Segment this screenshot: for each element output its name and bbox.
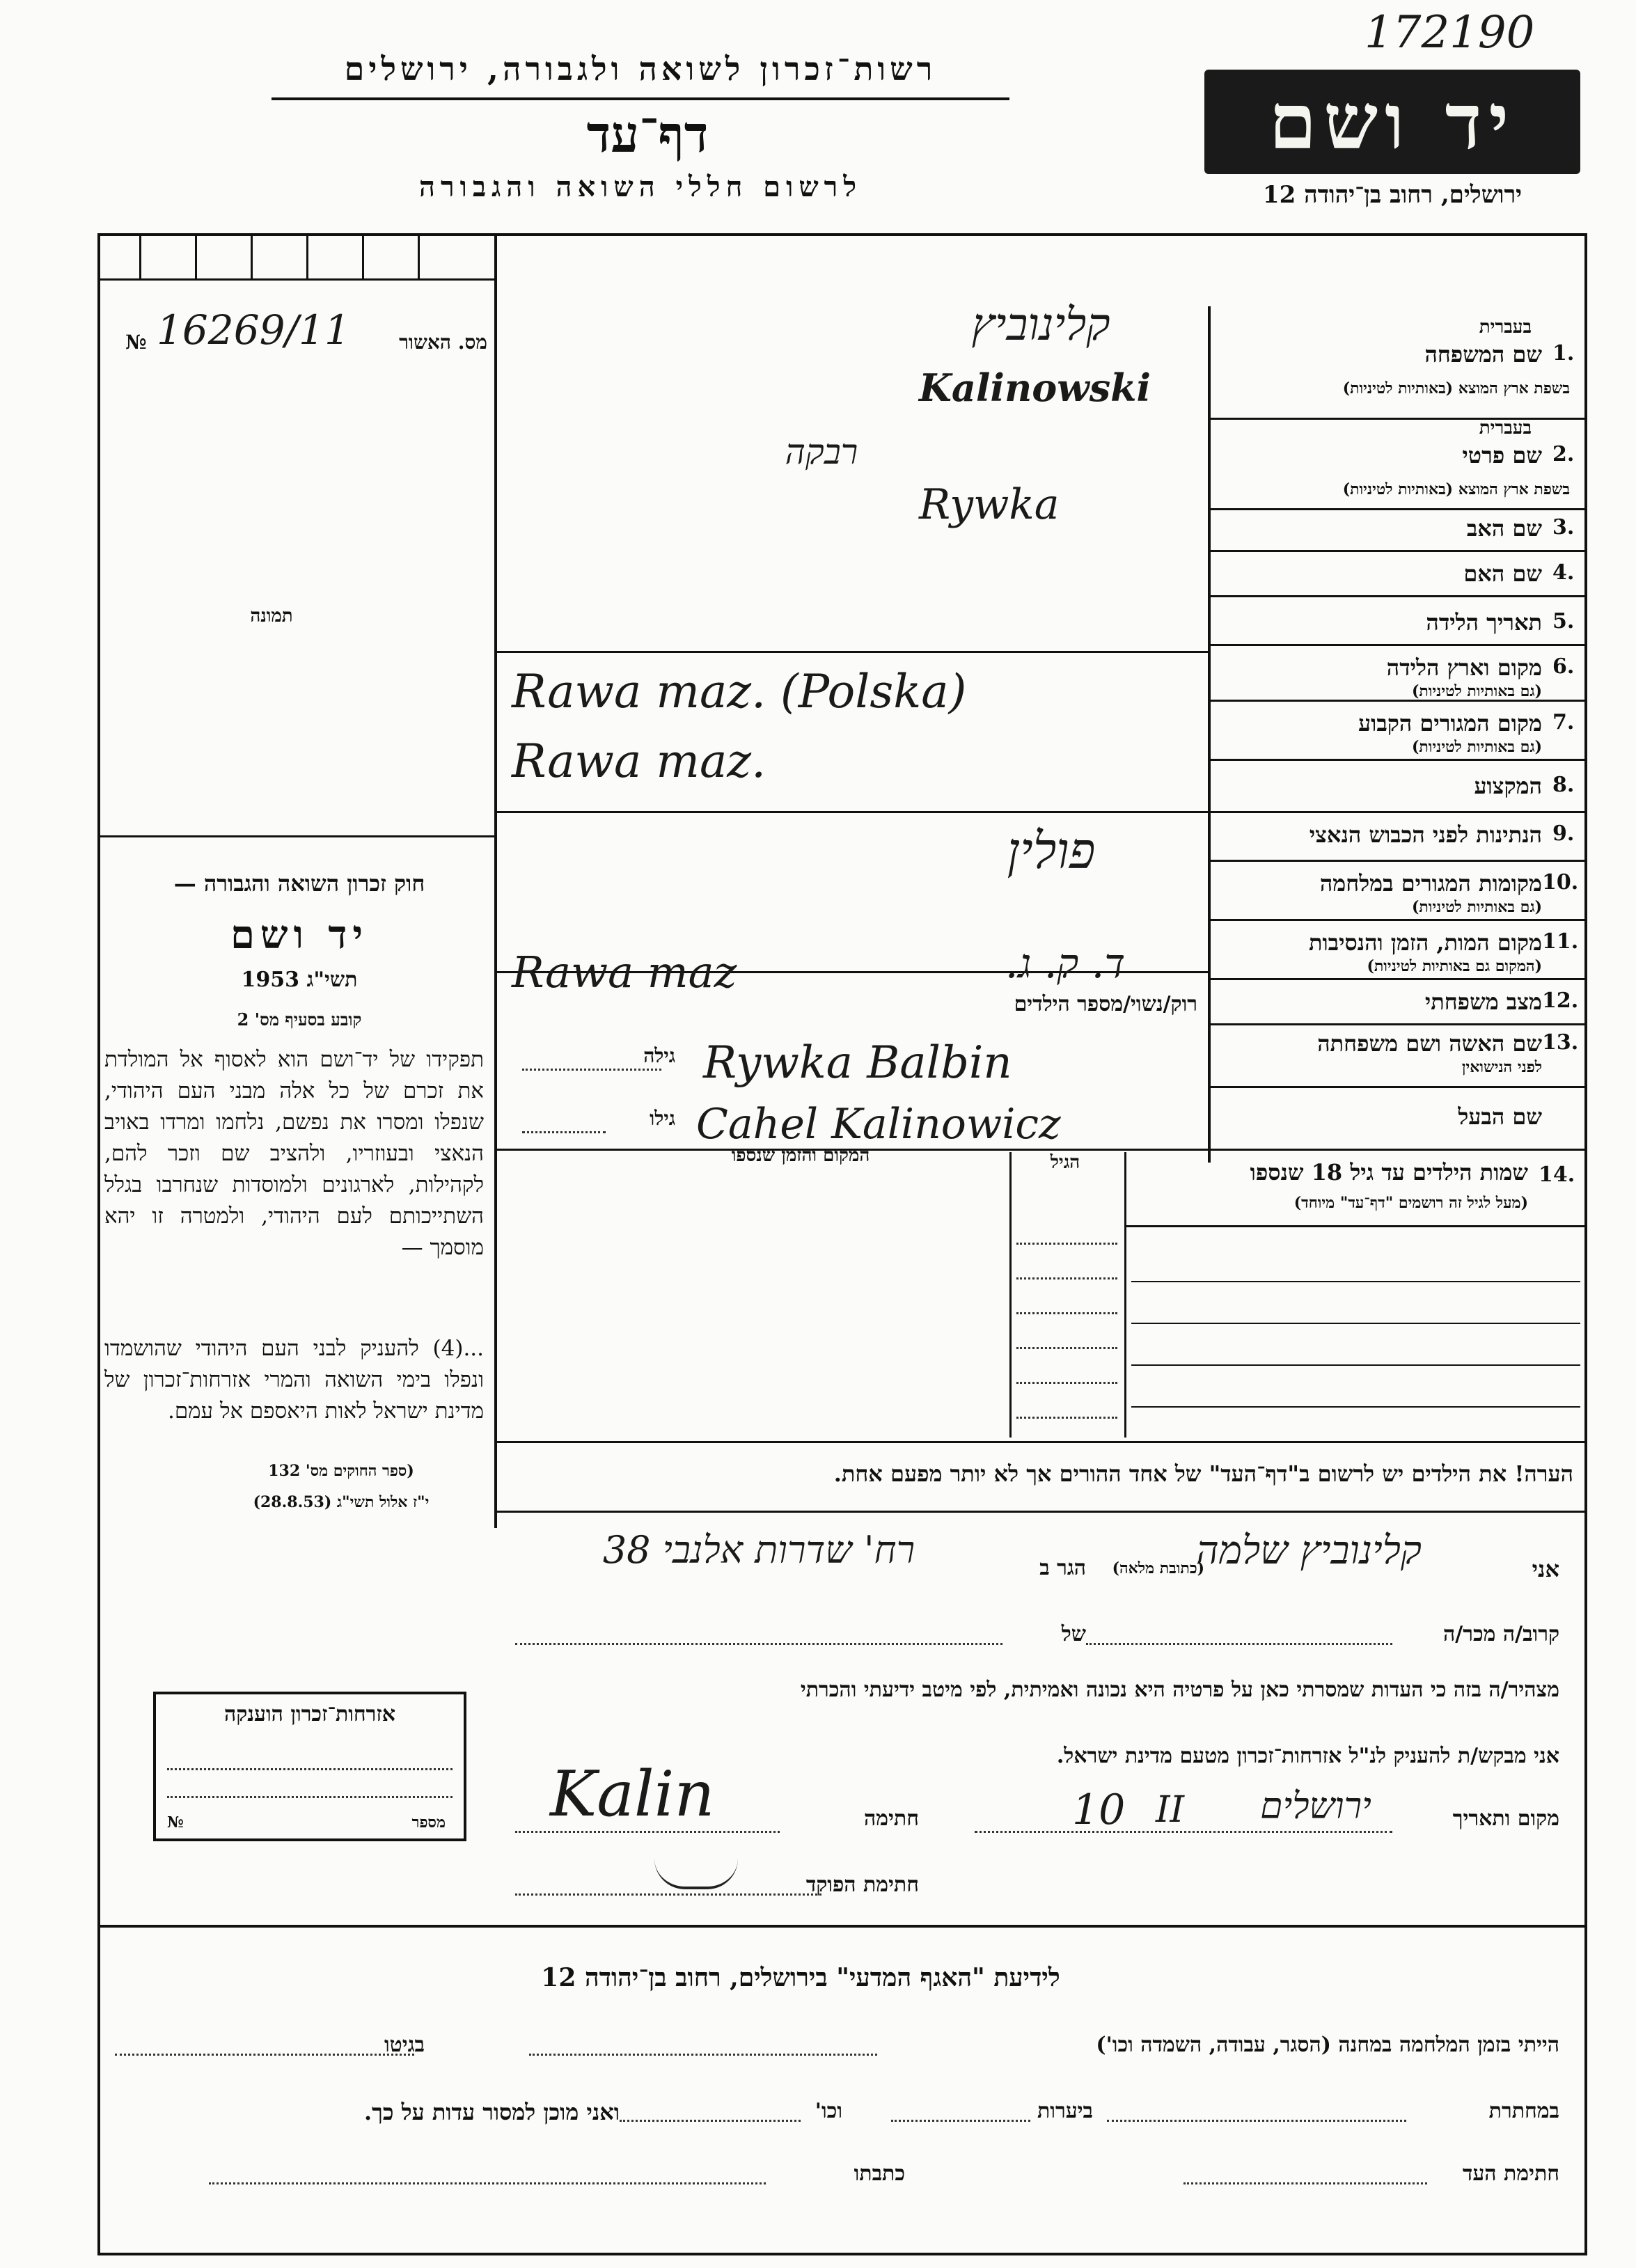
bottom-ghetto: בגיטו — [384, 2033, 425, 2057]
field-heb-2: בעברית — [1479, 418, 1532, 439]
children-note: הערה! את הילדים יש לרשום ב"דף־העד" של אחד ההורים אך לא יותר מפעם אחת. — [833, 1460, 1573, 1487]
hw-first-heb: רבקה — [785, 432, 858, 472]
field-num-5: 5. — [1552, 609, 1575, 633]
decl-full-address: (כתובת מלאה) — [1112, 1559, 1204, 1577]
law-ref: (ספר החוקים מס' 132 — [268, 1462, 414, 1480]
decl-signature-label: חתימה — [864, 1806, 919, 1831]
law-section: קובע בסעיף מס' 2 — [237, 1009, 362, 1030]
age-f-label: גילה — [643, 1044, 675, 1067]
field-label-13: שם האשה ושם משפחתה — [1317, 1030, 1542, 1057]
decl-of: של — [1061, 1622, 1086, 1646]
children-place-col: המקום והזמן שנספו — [731, 1145, 870, 1166]
field-heb-1: בעברית — [1479, 317, 1532, 338]
bottom-ready: ואני מוכן למסור עדות על כך. — [363, 2099, 620, 2125]
field-num-6: 6. — [1552, 654, 1575, 679]
hw-birthplace: Rawa maz. (Polska) — [512, 665, 967, 718]
hw-place-date: ירושלים — [1260, 1786, 1371, 1827]
field-label-husband: שם הבעל — [1458, 1103, 1542, 1130]
decl-statement: מצהיר/ה בזה כי העדות שמסרתי כאן על פרטיה היא נכונה ואמיתית, לפי מיטב ידיעתי והכרתי — [800, 1678, 1559, 1702]
hw-husband: Cahel Kalinowicz — [696, 1100, 1061, 1149]
bottom-line1: הייתי בזמן המלחמה במחנה (הסגר, עבודה, השמדה וכו') — [1096, 2033, 1559, 2057]
decl-resident: הגר ב — [1039, 1556, 1086, 1580]
memorial-no: № — [167, 1813, 184, 1832]
decl-relative: קרוב/ה מכר/ה — [1443, 1622, 1559, 1646]
field-num-4: 4. — [1552, 560, 1575, 585]
field-label-2: שם פרטי — [1462, 442, 1542, 468]
bottom-hiding: במחתרת — [1488, 2099, 1559, 2123]
field-num-2: 2. — [1552, 442, 1575, 466]
authority-title: רשות־זכרון לשואה ולגבורה, ירושלים — [344, 50, 937, 88]
bottom-etc: וכו' — [815, 2099, 842, 2123]
children-sub: (מעל לגיל זה רושמים "דף־עד" מיוחד) — [1293, 1194, 1528, 1212]
law-date: י"ז אלול תשי"ג (28.8.53) — [253, 1493, 430, 1511]
field-sub-7: (גם באותיות לטיניות) — [1411, 738, 1542, 756]
field-num-13: 13. — [1542, 1030, 1579, 1055]
field-num-11: 11. — [1542, 929, 1579, 954]
field-num-9: 9. — [1552, 821, 1575, 846]
children-num: 14. — [1539, 1163, 1575, 1187]
field-num-8: 8. — [1552, 773, 1575, 797]
hw-surname-lat: Kalinowski — [919, 365, 1151, 410]
field-num-7: 7. — [1552, 710, 1575, 734]
hw-day: 10 — [1072, 1786, 1126, 1834]
hw-death-heb: ד. ק. ג. — [1005, 940, 1126, 987]
approval-label: מס. האשור — [399, 331, 487, 354]
decl-request: אני מבקש/ת להעניק לנ"ל אזרחות־זכרון מטעם מדינת ישראל. — [1056, 1744, 1559, 1768]
bottom-title: לידיעת "האגף המדעי" בירושלים, רחוב בן־יהודה 12 — [541, 1963, 1060, 1992]
field-num-3: 3. — [1552, 515, 1575, 540]
field-sub-11: (המקום גם באותיות לטיניות) — [1367, 957, 1542, 975]
field-label-9: הנתינות לפני הכבוש הנאצי — [1309, 821, 1542, 848]
family-status-text: רוק/נשוי/מספר הילדים — [1014, 992, 1197, 1016]
approval-value: 16269/11 — [157, 306, 350, 354]
hw-address: רח' שדרות אלנבי 38 — [602, 1528, 915, 1572]
field-label-7: מקום המגורים הקבוע — [1358, 710, 1542, 737]
bottom-forests: ביערות — [1037, 2099, 1093, 2123]
field-sub-1: בשפת ארץ המוצא (באותיות לטיניות) — [1342, 379, 1570, 397]
field-label-1: שם המשפחה — [1424, 341, 1542, 368]
law-clause: ...(4) להעניק לבני העם היהודי שהושמדו ונפלו בימי השואה והמרי אזרחות־זכרון של מדינת ישראל לאות היאספם אל עמם. — [104, 1336, 484, 1424]
memorial-title: אזרחות־זכרון הוענקה — [223, 1702, 396, 1726]
approval-no: № — [125, 331, 147, 354]
bottom-address: כתבתו — [854, 2161, 905, 2186]
law-name: יד ושם — [230, 912, 369, 958]
hw-wife: Rywka Balbin — [703, 1037, 1012, 1089]
hw-first-lat: Rywka — [919, 480, 1060, 529]
hw-death-place: Rawa maz — [512, 947, 737, 998]
hw-declarant: קלינוביץ שלמה — [1196, 1528, 1422, 1573]
hw-surname-heb: קלינוביץ — [971, 299, 1110, 351]
law-paragraph: תפקידו של יד־ושם הוא לאסוף אל המולדת את זכרם של כל אלה מבני העם היהודי, שנפלו ומסרו את נפשם, נלחמו ומרדו באויב הנאצי ובעוזריו, ולהציב שם וזכר להם, לקהילות, לארגונים ולמוסדות שנחרבו בגלל השתייכותם לעם היהודי, ולמטרה זו יהא מוסמך — — [104, 1047, 484, 1260]
field-label-12: מצב משפחתי — [1424, 989, 1542, 1015]
decl-official-label: חתימת הפוקד — [805, 1873, 919, 1897]
field-label-8: המקצוע — [1474, 773, 1542, 799]
law-year: תשי"ג 1953 — [241, 968, 358, 992]
field-label-6: מקום וארץ הלידה — [1386, 654, 1542, 681]
logo-text: יד ושם — [1268, 77, 1516, 166]
field-num-1: 1. — [1552, 341, 1575, 365]
field-label-4: שם האם — [1463, 560, 1542, 587]
field-label-3: שם האב — [1466, 515, 1542, 542]
yad-vashem-logo — [1204, 70, 1580, 174]
field-sub-10: (גם באותיות לטיניות) — [1411, 898, 1542, 916]
field-label-5: תאריך הלידה — [1426, 609, 1542, 636]
field-sub-13: לפני הנישואין — [1461, 1058, 1542, 1076]
bottom-witness-sig: חתימת העד — [1462, 2161, 1559, 2186]
hw-citizenship: פולין — [1007, 821, 1096, 880]
field-label-11: מקום המות, הזמן והנסיבות — [1308, 929, 1542, 956]
field-sub-6: (גם באותיות לטיניות) — [1411, 682, 1542, 700]
field-num-10: 10. — [1542, 870, 1579, 895]
hw-signature: Kalin — [550, 1758, 715, 1831]
photo-label: תמונה — [250, 606, 293, 627]
hw-residence: Rawa maz. — [512, 734, 766, 788]
hw-month: II — [1156, 1789, 1185, 1831]
law-heading: חוק זכרון השואה והגבורה — — [173, 870, 425, 897]
decl-ani: אני — [1532, 1556, 1559, 1582]
decl-place-date-label: מקום ותאריך — [1452, 1806, 1559, 1831]
field-num-12: 12. — [1542, 989, 1579, 1013]
children-age-col: הגיל — [1050, 1152, 1080, 1173]
age-m-label: גילו — [650, 1107, 675, 1130]
field-sub-2: בשפת ארץ המוצא (באותיות לטיניות) — [1342, 480, 1570, 498]
stamp-number: 172190 — [1364, 7, 1535, 58]
field-label-10: מקומות המגורים במלחמה — [1319, 870, 1542, 897]
form-subtitle: לרשום חללי השואה והגבורה — [418, 171, 863, 203]
children-label: שמות הילדים עד גיל 18 שנספו — [1250, 1159, 1528, 1186]
form-title: דף־עד — [586, 104, 709, 164]
logo-address: ירושלים, רחוב בן־יהודה 12 — [1262, 181, 1523, 209]
memorial-number-label: מספר — [411, 1813, 446, 1832]
